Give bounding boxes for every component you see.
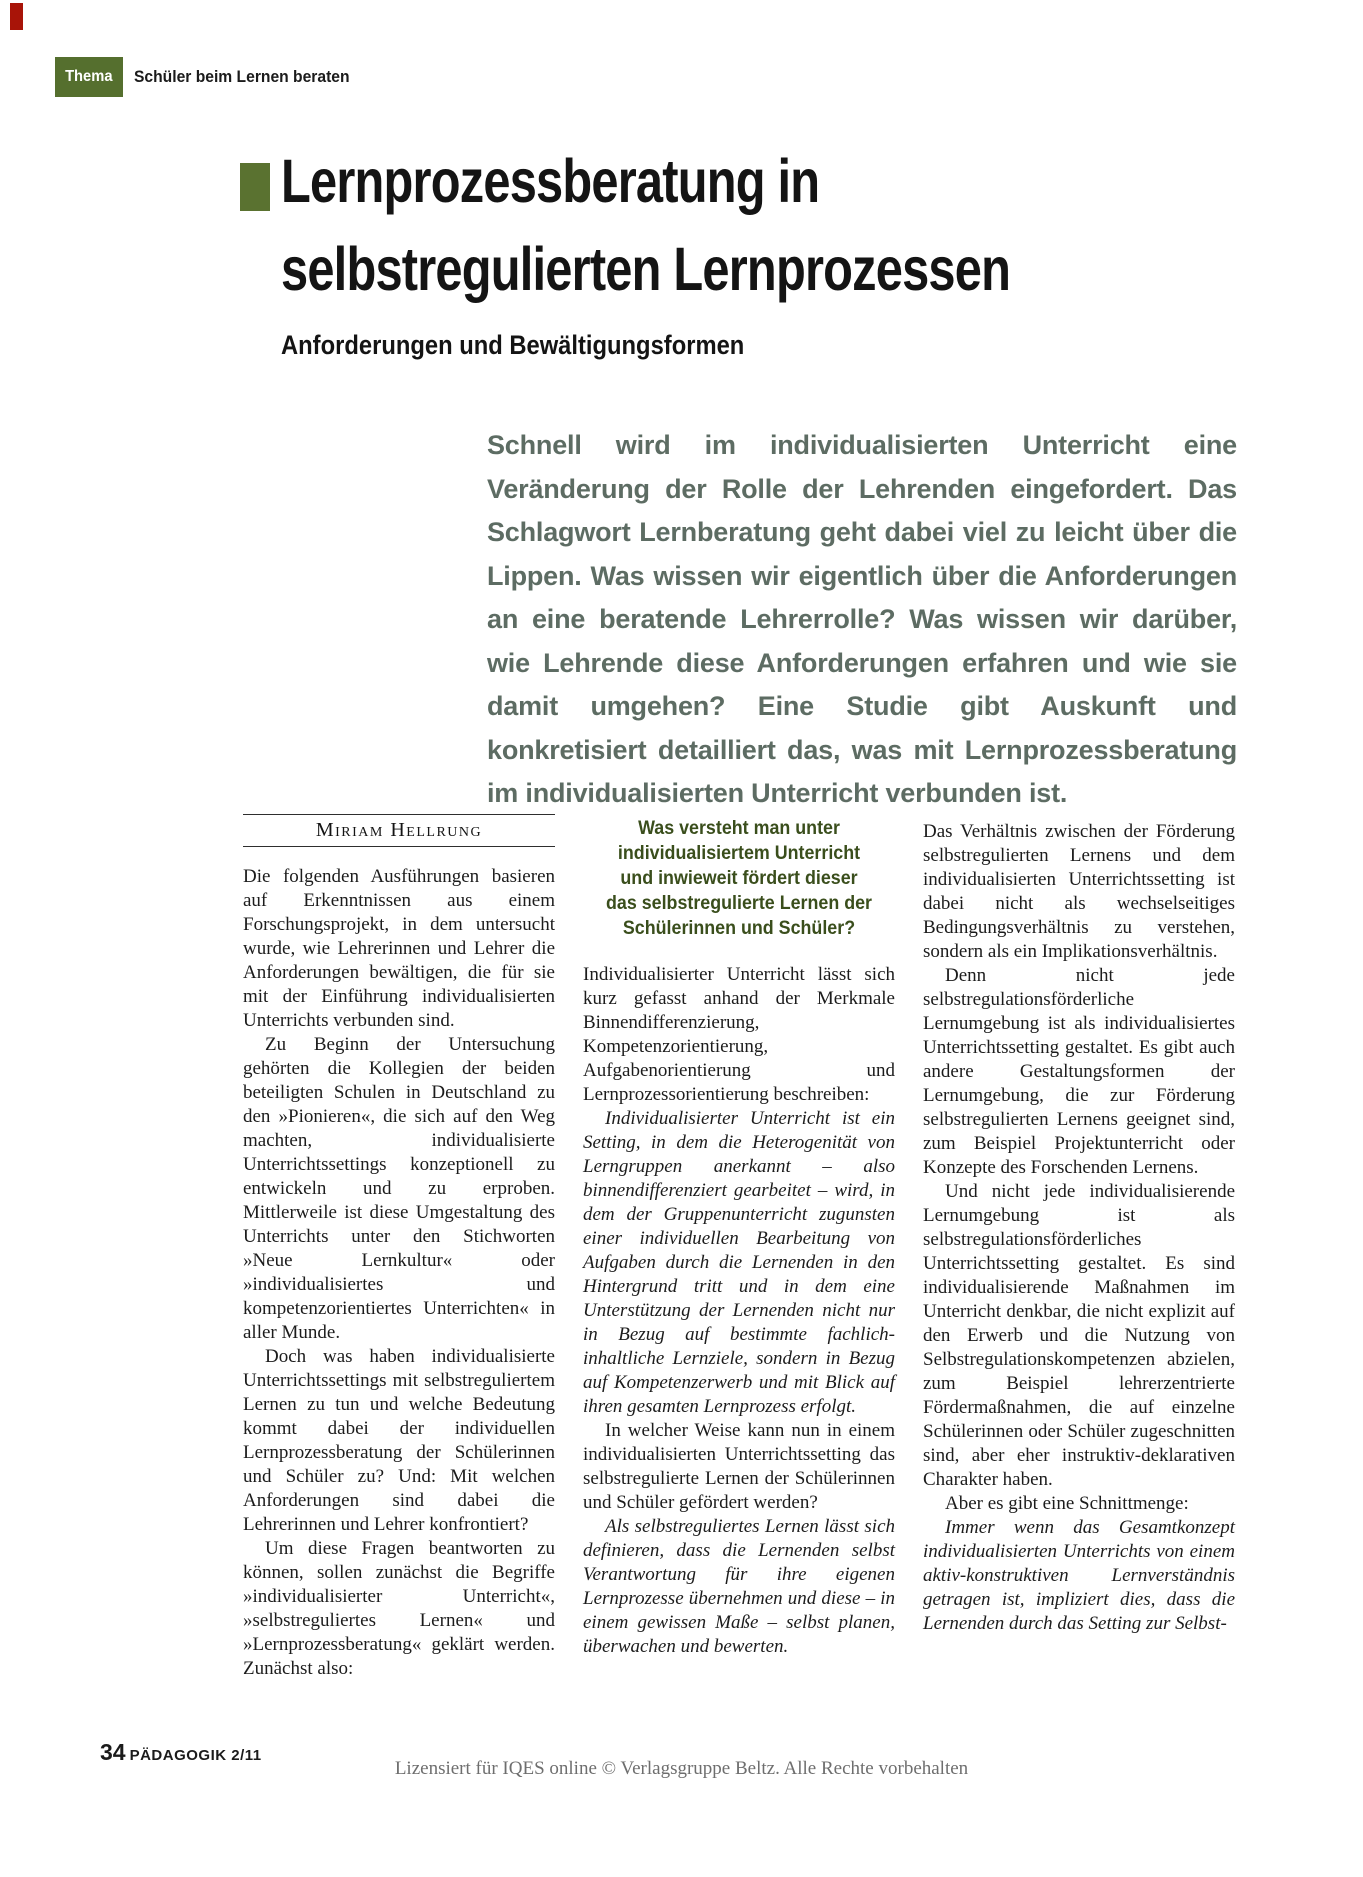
- kicker-label: Thema: [65, 68, 113, 85]
- paragraph: Das Verhältnis zwischen der Förderung selbstregulierten Lernens und dem individualisierten Unterrichtssetting ist dabei nicht als wechselseitiges Bedingungsverhältnis zu verstehen, sondern als ein Implikationsverhältnis.: [923, 821, 1235, 962]
- column-3: [923, 808, 1235, 1636]
- paragraph: Die folgenden Ausführungen basieren auf Erkenntnissen aus einem Forschungsprojekt, in dem untersucht wurde, wie Lehrerinnen und Lehrer die Anforderungen bewältigen, die für sie mit der Einführung individualisierten Unterrichts verbunden sind.: [243, 866, 555, 1031]
- author-block: [243, 814, 555, 847]
- column-1-paragraphs: [243, 865, 555, 1681]
- author-name: Miriam Hellrung: [315, 819, 483, 841]
- paragraph: In welcher Weise kann nun in einem individualisierten Unterrichtssetting das selbstregulierte Lernen der Schülerinnen und Schüler gefördert werden?: [583, 1420, 895, 1513]
- heading-line: und inwieweit fördert dieser: [620, 868, 858, 889]
- kicker-title: Schüler beim Lernen beraten: [134, 67, 350, 86]
- paragraph: Aber es gibt eine Schnittmenge:: [945, 1493, 1189, 1514]
- article-title-line2: selbstregulierten Lernprozessen: [281, 235, 1011, 303]
- heading-line: Schülerinnen und Schüler?: [622, 918, 856, 939]
- paragraph: Doch was haben individualisierte Unterrichtssettings mit selbstreguliertem Lernen zu tun und welche Bedeutung kommt dabei der individuellen Lernprozessberatung der Schülerinnen und Schüler zu? Und: Mit welchen Anforderungen sind dabei die Lehrerinnen und Lehrer konfrontiert?: [243, 1346, 555, 1535]
- kicker-box: [55, 57, 123, 97]
- paragraph: Denn nicht jede selbstregulationsförderliche Lernumgebung ist als individualisiertes Unterrichtssetting gestaltet. Es gibt auch andere Gestaltungsformen der Lernumgebung, die zur Förderung selbstregulierten Lernens geeignet sind, zum Beispiel Projektunterricht oder Konzepte des Forschenden Lernens.: [923, 965, 1235, 1178]
- page-number: 34: [100, 1739, 126, 1765]
- corner-mark: [10, 3, 23, 30]
- article-lede: Schnell wird im individualisierten Unterricht eine Veränderung der Rolle der Lehrenden eingefordert. Das Schlagwort Lernberatung geht dabei viel zu leicht über die Lippen. Was wissen wir eigentlich über die Anforderungen an eine beratende Lehrerrolle? Was wissen wir darüber, wie Lehrende diese Anforderungen erfahren und wie sie damit umgehen? Eine Studie gibt Auskunft und konkretisiert detailliert das, was mit Lernprozessberatung im individualisierten Unterricht verbunden ist.: [487, 430, 1237, 808]
- paragraph: Um diese Fragen beantworten zu können, sollen zunächst die Begriffe »individualisierter Unterricht«, »selbstreguliertes Lernen« und »Lernprozessberatung« geklärt werden. Zunächst also:: [243, 1538, 555, 1679]
- column-3-paragraphs: [923, 820, 1235, 1636]
- heading-line: Was versteht man unter: [638, 818, 840, 839]
- paragraph: Zu Beginn der Untersuchung gehörten die Kollegien der beiden beteiligten Schulen in Deutschland zu den »Pionieren«, die sich auf den Weg machten, individualisierte Unterrichtssettings konzeptionell zu entwickeln und zu erproben. Mittlerweile ist diese Umgestaltung des Unterrichts unter den Stichworten »Neue Lernkultur« oder »individualisiertes und kompetenzorientiertes Unterrichten« in aller Munde.: [243, 1034, 555, 1343]
- paragraph: Als selbstreguliertes Lernen lässt sich definieren, dass die Lernenden selbst Verantwortung für ihre eigenen Lernprozesse übernehmen und diese – in einem gewissen Maße – selbst planen, überwachen und bewerten.: [583, 1516, 895, 1657]
- heading-line: individualisiertem Unterricht: [617, 843, 861, 864]
- article-title-line1: Lernprozessberatung in: [281, 147, 820, 215]
- heading-line: das selbstregulierte Lernen der: [605, 893, 873, 914]
- license-note: Lizensiert für IQES online © Verlagsgruppe Beltz. Alle Rechte vorbehalten: [394, 1758, 969, 1779]
- title-bullet: [240, 163, 270, 211]
- column-2: [583, 808, 895, 1659]
- journal-name: PÄDAGOGIK 2/11: [129, 1747, 262, 1764]
- column-2-paragraphs: [583, 963, 895, 1659]
- article-subtitle: Anforderungen und Bewältigungsformen: [281, 330, 745, 360]
- paragraph: Immer wenn das Gesamtkonzept individualisierten Unterrichts von einem aktiv-konstruktiven Lernverständnis getragen ist, impliziert dies, dass die Lernenden durch das Setting zur Selbst-: [923, 1517, 1235, 1634]
- paragraph: Und nicht jede individualisierende Lernumgebung ist als selbstregulationsförderliches Unterrichtssetting gestaltet. Es sind individualisierende Maßnahmen im Unterricht denkbar, die nicht explizit auf den Erwerb und die Nutzung von Selbstregulationskompetenzen abzielen, zum Beispiel lehrerzentrierte Fördermaßnahmen, die auf einzelne Schülerinnen oder Schüler zugeschnitten sind, aber eher instruktiv-deklarativen Charakter haben.: [923, 1181, 1235, 1490]
- paragraph: Individualisierter Unterricht lässt sich kurz gefasst anhand der Merkmale Binnendifferenzierung, Kompetenzorientierung, Aufgabenorientierung und Lernprozessorientierung beschreiben:: [583, 964, 895, 1105]
- paragraph: Individualisierter Unterricht ist ein Setting, in dem die Heterogenität von Lerngruppen anerkannt – also binnendifferenziert gearbeitet – wird, in dem der Gruppenunterricht zugunsten einer individuellen Bearbeitung von Aufgaben durch die Lernenden in den Hintergrund tritt und in dem eine Unterstützung der Lernenden nicht nur in Bezug auf bestimmte fachlich-inhaltliche Lernziele, sondern in Bezug auf Kompetenzerwerb und mit Blick auf ihren gesamten Lernprozess erfolgt.: [583, 1108, 895, 1417]
- column-1: [243, 808, 555, 1681]
- section-heading: [583, 816, 895, 941]
